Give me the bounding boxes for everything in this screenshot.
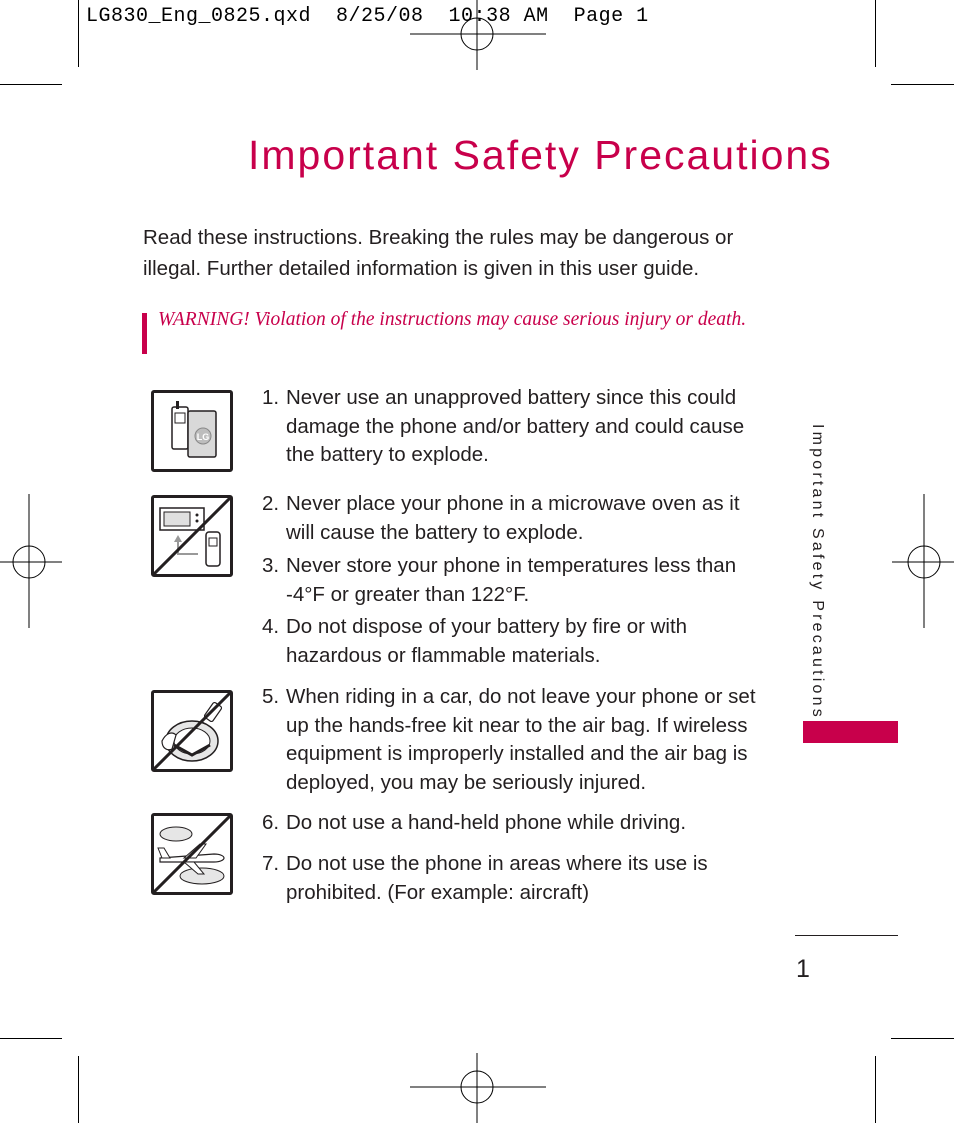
crop-mark: [78, 0, 79, 67]
list-item: 3. Never store your phone in temperatures less than -4°F or greater than 122°F.: [262, 554, 737, 606]
microwave-icon: [151, 495, 233, 577]
registration-mark-bottom: [410, 1053, 546, 1123]
crop-mark: [0, 1038, 62, 1039]
page-number: 1: [796, 955, 810, 983]
warning-text: WARNING! Violation of the instructions may cause serious injury or death.: [158, 309, 747, 330]
aircraft-icon: [151, 813, 233, 895]
list-item: 6. Do not use a hand-held phone while driving.: [262, 811, 687, 834]
crop-mark: [78, 1056, 79, 1123]
crop-mark: [891, 84, 954, 85]
crop-mark: [875, 0, 876, 67]
airbag-icon: [151, 690, 233, 772]
page-title: Important Safety Precautions: [248, 132, 833, 178]
registration-mark-top: [410, 0, 546, 70]
list-item: 5. When riding in a car, do not leave your phone or set up the hands-free kit near to the air bag. If wireless equipment is improperly installed and the air bag is deployed, you may be seriously injured.: [262, 685, 756, 794]
side-section-label: Important Safety Precautions: [809, 424, 826, 720]
crop-mark: [875, 1056, 876, 1123]
battery-icon: [151, 390, 233, 472]
folio-rule: [795, 935, 898, 936]
print-slug: LG830_Eng_0825.qxd 8/25/08 10:38 AM Page 1: [86, 5, 649, 28]
warning-bar: [142, 313, 147, 354]
battery-logo: LG: [196, 432, 210, 442]
crop-mark: [0, 84, 62, 85]
registration-mark-left: [0, 494, 62, 628]
registration-mark-right: [892, 494, 954, 628]
crop-mark: [891, 1038, 954, 1039]
intro-paragraph: Read these instructions. Breaking the rules may be dangerous or illegal. Further detailed information is given in this user guide.: [143, 226, 734, 280]
list-item: 4. Do not dispose of your battery by fire or with hazardous or flammable materials.: [262, 615, 688, 667]
list-item: 2. Never place your phone in a microwave oven as it will cause the battery to explode.: [262, 492, 740, 544]
list-item: 1. Never use an unapproved battery since this could damage the phone and/or battery and could cause the battery to explode.: [262, 386, 745, 466]
section-tab: [803, 721, 898, 743]
list-item: 7. Do not use the phone in areas where its use is prohibited. (For example: aircraft): [262, 852, 708, 904]
